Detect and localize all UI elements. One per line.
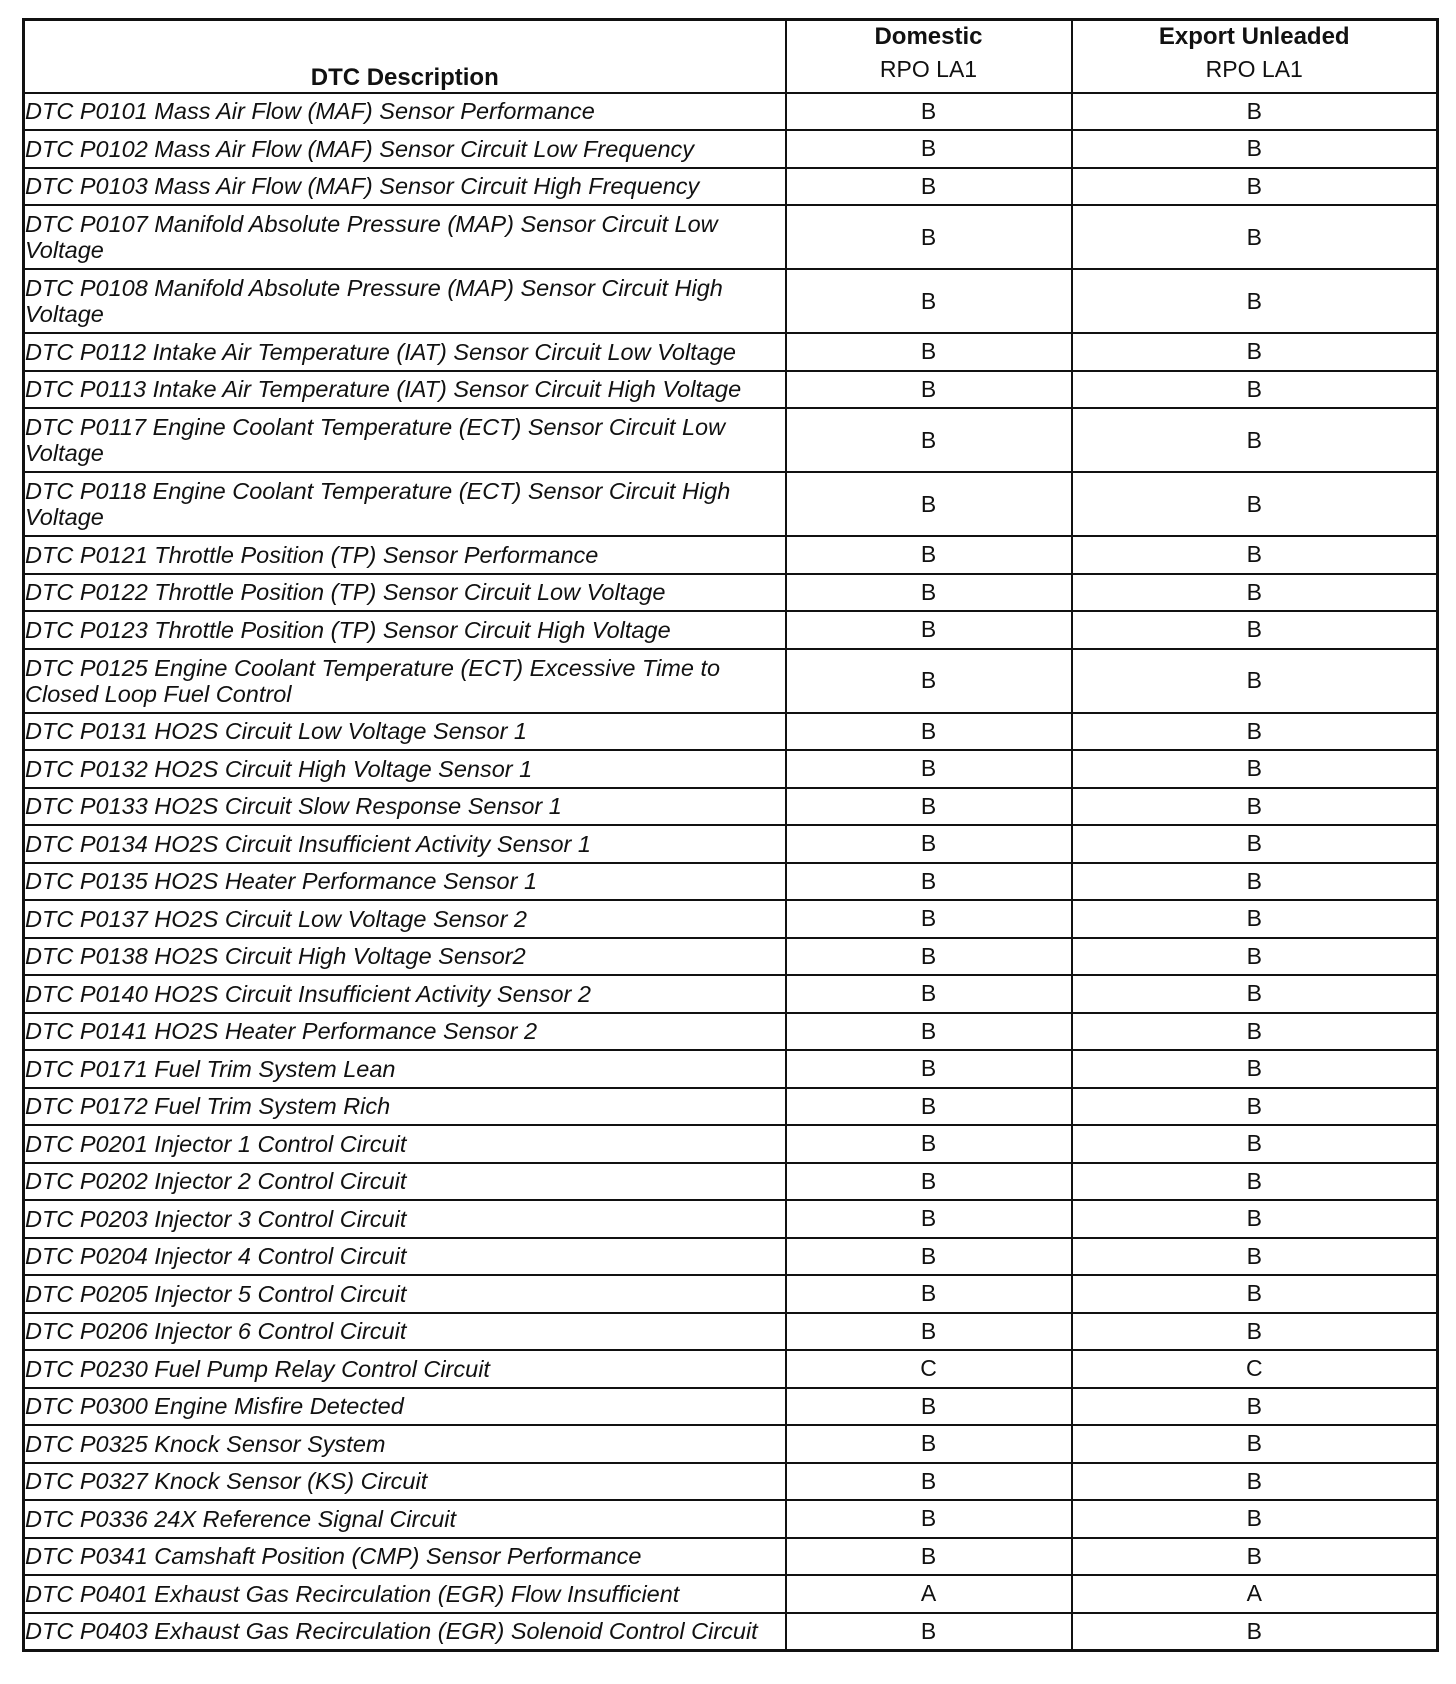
domestic-value-cell: B (786, 1538, 1072, 1576)
header-domestic-title: Domestic (874, 23, 983, 50)
dtc-description-cell: DTC P0101 Mass Air Flow (MAF) Sensor Performance (24, 93, 786, 131)
domestic-value-cell: B (786, 168, 1072, 206)
table-row (24, 1463, 1438, 1501)
dtc-description-cell: DTC P0135 HO2S Heater Performance Sensor 1 (24, 863, 786, 901)
domestic-value-cell: B (786, 1200, 1072, 1238)
dtc-description-cell: DTC P0122 Throttle Position (TP) Sensor Circuit Low Voltage (24, 574, 786, 612)
table-row (24, 1088, 1438, 1126)
dtc-description-cell: DTC P0206 Injector 6 Control Circuit (24, 1313, 786, 1351)
dtc-description-cell: DTC P0137 HO2S Circuit Low Voltage Sensor 2 (24, 900, 786, 938)
dtc-description-cell: DTC P0112 Intake Air Temperature (IAT) Sensor Circuit Low Voltage (24, 333, 786, 371)
header-dtc-description: DTC Description (24, 20, 786, 93)
table-row (24, 1388, 1438, 1426)
domestic-value-cell: B (786, 1163, 1072, 1201)
dtc-description-cell: DTC P0133 HO2S Circuit Slow Response Sensor 1 (24, 788, 786, 826)
domestic-value-cell: B (786, 863, 1072, 901)
export-value-cell: B (1072, 205, 1438, 269)
domestic-value-cell: B (786, 1013, 1072, 1051)
export-value-cell: B (1072, 1463, 1438, 1501)
dtc-table-body (24, 93, 1438, 1651)
export-value-cell: B (1072, 938, 1438, 976)
export-value-cell: B (1072, 1275, 1438, 1313)
domestic-value-cell: B (786, 1425, 1072, 1463)
domestic-value-cell: B (786, 938, 1072, 976)
table-row (24, 574, 1438, 612)
table-row (24, 1275, 1438, 1313)
dtc-description-cell: DTC P0132 HO2S Circuit High Voltage Sensor 1 (24, 750, 786, 788)
domestic-value-cell: B (786, 371, 1072, 409)
domestic-value-cell: B (786, 713, 1072, 751)
export-value-cell: B (1072, 1500, 1438, 1538)
dtc-description-cell: DTC P0205 Injector 5 Control Circuit (24, 1275, 786, 1313)
dtc-description-cell: DTC P0140 HO2S Circuit Insufficient Activity Sensor 2 (24, 975, 786, 1013)
domestic-value-cell: B (786, 574, 1072, 612)
dtc-description-cell: DTC P0103 Mass Air Flow (MAF) Sensor Circuit High Frequency (24, 168, 786, 206)
export-value-cell: B (1072, 93, 1438, 131)
export-value-cell: B (1072, 1538, 1438, 1576)
export-value-cell: B (1072, 900, 1438, 938)
domestic-value-cell: B (786, 1088, 1072, 1126)
domestic-value-cell: A (786, 1575, 1072, 1613)
dtc-description-cell: DTC P0201 Injector 1 Control Circuit (24, 1125, 786, 1163)
dtc-description-cell: DTC P0134 HO2S Circuit Insufficient Activity Sensor 1 (24, 825, 786, 863)
header-export-title: Export Unleaded (1158, 23, 1350, 50)
dtc-description-cell: DTC P0123 Throttle Position (TP) Sensor Circuit High Voltage (24, 611, 786, 649)
export-value-cell: B (1072, 1425, 1438, 1463)
table-row (24, 975, 1438, 1013)
table-row (24, 371, 1438, 409)
domestic-value-cell: B (786, 788, 1072, 826)
export-value-cell: B (1072, 472, 1438, 536)
dtc-description-cell: DTC P0336 24X Reference Signal Circuit (24, 1500, 786, 1538)
domestic-value-cell: B (786, 1125, 1072, 1163)
dtc-description-cell: DTC P0121 Throttle Position (TP) Sensor Performance (24, 536, 786, 574)
table-row (24, 649, 1438, 713)
export-value-cell: B (1072, 713, 1438, 751)
table-row (24, 1538, 1438, 1576)
export-value-cell: B (1072, 1238, 1438, 1276)
domestic-value-cell: B (786, 1388, 1072, 1426)
export-value-cell: B (1072, 1613, 1438, 1651)
domestic-value-cell: B (786, 205, 1072, 269)
dtc-description-cell: DTC P0102 Mass Air Flow (MAF) Sensor Circuit Low Frequency (24, 130, 786, 168)
table-row (24, 130, 1438, 168)
export-value-cell: B (1072, 408, 1438, 472)
domestic-value-cell: B (786, 1463, 1072, 1501)
domestic-value-cell: B (786, 1050, 1072, 1088)
dtc-description-cell: DTC P0203 Injector 3 Control Circuit (24, 1200, 786, 1238)
export-value-cell: B (1072, 1050, 1438, 1088)
domestic-value-cell: B (786, 750, 1072, 788)
dtc-description-cell: DTC P0125 Engine Coolant Temperature (ECT) Excessive Time to Closed Loop Fuel Control (24, 649, 786, 713)
dtc-description-cell: DTC P0171 Fuel Trim System Lean (24, 1050, 786, 1088)
export-value-cell: B (1072, 574, 1438, 612)
table-row (24, 1613, 1438, 1651)
export-value-cell: B (1072, 536, 1438, 574)
table-row (24, 1200, 1438, 1238)
dtc-description-cell: DTC P0108 Manifold Absolute Pressure (MAP) Sensor Circuit High Voltage (24, 269, 786, 333)
header-domestic (786, 20, 1072, 93)
export-value-cell: B (1072, 750, 1438, 788)
table-row (24, 269, 1438, 333)
export-value-cell: B (1072, 1200, 1438, 1238)
domestic-value-cell: B (786, 1613, 1072, 1651)
table-row (24, 1350, 1438, 1388)
domestic-value-cell: C (786, 1350, 1072, 1388)
table-row (24, 333, 1438, 371)
export-value-cell: B (1072, 825, 1438, 863)
dtc-description-cell: DTC P0141 HO2S Heater Performance Sensor 2 (24, 1013, 786, 1051)
domestic-value-cell: B (786, 1238, 1072, 1276)
domestic-value-cell: B (786, 472, 1072, 536)
domestic-value-cell: B (786, 900, 1072, 938)
table-row (24, 900, 1438, 938)
table-row (24, 825, 1438, 863)
table-row (24, 1163, 1438, 1201)
table-row (24, 938, 1438, 976)
export-value-cell: B (1072, 1163, 1438, 1201)
dtc-description-cell: DTC P0107 Manifold Absolute Pressure (MAP) Sensor Circuit Low Voltage (24, 205, 786, 269)
export-value-cell: B (1072, 168, 1438, 206)
table-row (24, 536, 1438, 574)
table-row (24, 750, 1438, 788)
domestic-value-cell: B (786, 130, 1072, 168)
domestic-value-cell: B (786, 649, 1072, 713)
domestic-value-cell: B (786, 825, 1072, 863)
domestic-value-cell: B (786, 611, 1072, 649)
export-value-cell: B (1072, 1388, 1438, 1426)
export-value-cell: C (1072, 1350, 1438, 1388)
export-value-cell: B (1072, 788, 1438, 826)
domestic-value-cell: B (786, 1500, 1072, 1538)
dtc-description-cell: DTC P0131 HO2S Circuit Low Voltage Sensor 1 (24, 713, 786, 751)
domestic-value-cell: B (786, 1313, 1072, 1351)
export-value-cell: B (1072, 1313, 1438, 1351)
export-value-cell: B (1072, 863, 1438, 901)
table-row (24, 1425, 1438, 1463)
export-value-cell: B (1072, 371, 1438, 409)
export-value-cell: B (1072, 1125, 1438, 1163)
dtc-description-cell: DTC P0401 Exhaust Gas Recirculation (EGR) Flow Insufficient (24, 1575, 786, 1613)
dtc-description-cell: DTC P0118 Engine Coolant Temperature (ECT) Sensor Circuit High Voltage (24, 472, 786, 536)
table-row (24, 1313, 1438, 1351)
domestic-value-cell: B (786, 408, 1072, 472)
dtc-description-cell: DTC P0341 Camshaft Position (CMP) Sensor Performance (24, 1538, 786, 1576)
table-row (24, 713, 1438, 751)
dtc-description-cell: DTC P0117 Engine Coolant Temperature (ECT) Sensor Circuit Low Voltage (24, 408, 786, 472)
header-row (24, 20, 1438, 93)
export-value-cell: B (1072, 1088, 1438, 1126)
export-value-cell: A (1072, 1575, 1438, 1613)
table-row (24, 168, 1438, 206)
table-row (24, 611, 1438, 649)
table-row (24, 1013, 1438, 1051)
dtc-description-cell: DTC P0113 Intake Air Temperature (IAT) Sensor Circuit High Voltage (24, 371, 786, 409)
dtc-description-cell: DTC P0204 Injector 4 Control Circuit (24, 1238, 786, 1276)
header-export (1072, 20, 1438, 93)
table-row (24, 472, 1438, 536)
dtc-description-cell: DTC P0230 Fuel Pump Relay Control Circuit (24, 1350, 786, 1388)
dtc-description-cell: DTC P0403 Exhaust Gas Recirculation (EGR) Solenoid Control Circuit (24, 1613, 786, 1651)
table-row (24, 1238, 1438, 1276)
domestic-value-cell: B (786, 975, 1072, 1013)
export-value-cell: B (1072, 269, 1438, 333)
dtc-description-cell: DTC P0327 Knock Sensor (KS) Circuit (24, 1463, 786, 1501)
table-row (24, 205, 1438, 269)
table-row (24, 1500, 1438, 1538)
dtc-description-cell: DTC P0202 Injector 2 Control Circuit (24, 1163, 786, 1201)
table-row (24, 1125, 1438, 1163)
header-export-subtitle: RPO LA1 (1205, 56, 1303, 82)
table-row (24, 408, 1438, 472)
export-value-cell: B (1072, 1013, 1438, 1051)
dtc-description-cell: DTC P0172 Fuel Trim System Rich (24, 1088, 786, 1126)
domestic-value-cell: B (786, 269, 1072, 333)
domestic-value-cell: B (786, 1275, 1072, 1313)
table-row (24, 863, 1438, 901)
table-row (24, 93, 1438, 131)
domestic-value-cell: B (786, 93, 1072, 131)
export-value-cell: B (1072, 611, 1438, 649)
domestic-value-cell: B (786, 333, 1072, 371)
domestic-value-cell: B (786, 536, 1072, 574)
export-value-cell: B (1072, 975, 1438, 1013)
table-row (24, 1575, 1438, 1613)
dtc-table (22, 18, 1439, 1652)
dtc-description-cell: DTC P0325 Knock Sensor System (24, 1425, 786, 1463)
header-domestic-subtitle: RPO LA1 (879, 56, 978, 82)
export-value-cell: B (1072, 649, 1438, 713)
dtc-description-cell: DTC P0300 Engine Misfire Detected (24, 1388, 786, 1426)
export-value-cell: B (1072, 130, 1438, 168)
table-row (24, 788, 1438, 826)
table-row (24, 1050, 1438, 1088)
dtc-description-cell: DTC P0138 HO2S Circuit High Voltage Sensor2 (24, 938, 786, 976)
export-value-cell: B (1072, 333, 1438, 371)
